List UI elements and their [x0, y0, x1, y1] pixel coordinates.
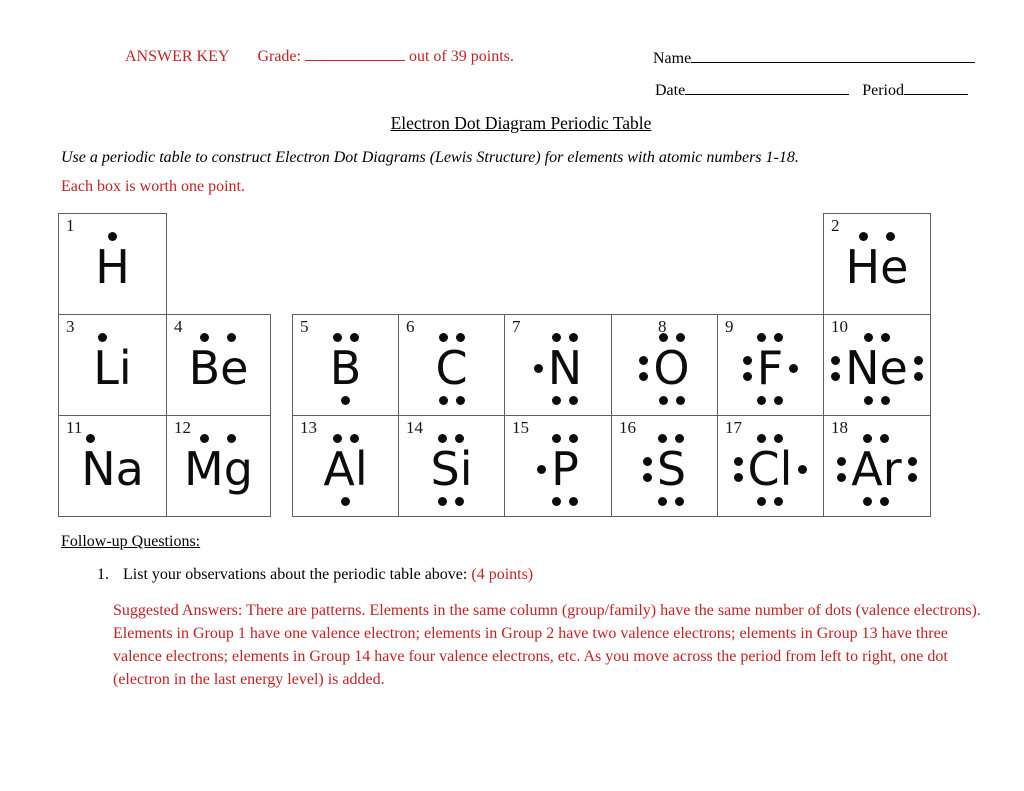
electron-dot — [534, 364, 543, 373]
lewis-structure — [95, 231, 130, 304]
electron-dot — [757, 497, 766, 506]
element-cell-O — [611, 314, 718, 416]
electron-dot — [734, 473, 743, 482]
electron-dot — [774, 396, 783, 405]
atomic-number: 13 — [300, 418, 317, 437]
element-symbol: Al — [323, 442, 368, 496]
element-cell-Si — [398, 415, 505, 517]
element-cell-Li — [58, 314, 167, 416]
atomic-number: 15 — [512, 418, 529, 437]
element-symbol: Na — [81, 442, 144, 496]
electron-dot — [831, 372, 840, 381]
element-cell-Cl — [717, 415, 824, 517]
element-symbol: Be — [188, 341, 249, 395]
atomic-number: 9 — [725, 317, 734, 336]
atomic-number: 5 — [300, 317, 309, 336]
element-symbol: Cl — [747, 442, 793, 496]
electron-dot — [880, 497, 889, 506]
answer-key-label: ANSWER KEY — [125, 48, 230, 65]
atomic-number: 7 — [512, 317, 521, 336]
electron-dot — [341, 497, 350, 506]
bottom-electron-dots — [107, 496, 117, 506]
electron-dot — [837, 473, 846, 482]
grade-points-suffix: out of 39 points. — [408, 48, 514, 65]
lewis-structure — [734, 433, 808, 506]
element-cell-He — [823, 213, 931, 315]
electron-dot — [774, 497, 783, 506]
instructions-points-note: Each box is worth one point. — [61, 178, 245, 195]
electron-dot — [537, 465, 546, 474]
lewis-structure — [831, 332, 923, 405]
atomic-number: 11 — [66, 418, 83, 437]
bottom-electron-dots — [757, 496, 783, 506]
atomic-number: 3 — [66, 317, 75, 336]
element-cell-H — [58, 213, 167, 315]
left-electron-dots — [734, 457, 743, 482]
atomic-number: 8 — [658, 317, 667, 336]
element-cell-P — [504, 415, 612, 517]
electron-dot — [743, 356, 752, 365]
element-symbol: Li — [93, 341, 132, 395]
electron-dot — [341, 396, 350, 405]
electron-dot — [639, 372, 648, 381]
lewis-structure — [431, 433, 473, 506]
atomic-number: 4 — [174, 317, 183, 336]
atomic-number: 6 — [406, 317, 415, 336]
date-label: Date — [655, 82, 686, 99]
bottom-electron-dots — [341, 496, 351, 506]
electron-dot — [643, 457, 652, 466]
suggested-answer-paragraph: Suggested Answers: There are patterns. Elements in the same column (group/family) have the same number of dots (valence electrons). Elements in Group 1 have one valence electron; elements in Group 2 have two valence electrons; elements in Group 13 have three valence electrons; elements in Group 14 have four valence electrons, etc. As you move across the period from left to right, one dot (electron in the last energy level) is added. — [113, 602, 981, 688]
electron-dot — [831, 356, 840, 365]
electron-dot — [789, 364, 798, 373]
atomic-number: 1 — [66, 216, 75, 235]
question-1 — [97, 566, 533, 584]
bottom-electron-dots — [658, 496, 684, 506]
left-electron-dots — [743, 356, 752, 381]
electron-dot — [658, 497, 667, 506]
lewis-structure — [330, 332, 362, 405]
element-cell-Be — [166, 314, 271, 416]
electron-dot — [914, 372, 923, 381]
element-cell-Ar — [823, 415, 931, 517]
atomic-number: 18 — [831, 418, 848, 437]
atomic-number: 2 — [831, 216, 840, 235]
name-label: Name — [653, 50, 692, 67]
right-electron-dots — [789, 364, 798, 373]
element-symbol: Mg — [184, 442, 253, 496]
lewis-structure — [837, 433, 916, 506]
element-cell-C — [398, 314, 505, 416]
electron-dot — [639, 356, 648, 365]
lewis-structure — [93, 332, 131, 405]
electron-dot — [908, 473, 917, 482]
electron-dot — [552, 396, 561, 405]
electron-dot — [798, 465, 807, 474]
electron-dot — [643, 473, 652, 482]
electron-dot — [734, 457, 743, 466]
element-cell-Ne — [823, 314, 931, 416]
bottom-electron-dots — [552, 496, 578, 506]
bottom-electron-dots — [439, 395, 465, 405]
bottom-electron-dots — [213, 395, 223, 405]
electron-dot — [455, 497, 464, 506]
electron-dot — [659, 396, 668, 405]
lewis-structure — [184, 433, 253, 506]
left-electron-dots — [837, 457, 846, 482]
left-electron-dots — [639, 356, 648, 381]
element-symbol: Ar — [851, 442, 902, 496]
element-symbol: O — [653, 341, 690, 395]
left-electron-dots — [643, 457, 652, 482]
element-cell-Na — [58, 415, 167, 517]
atomic-number: 10 — [831, 317, 848, 336]
bottom-electron-dots — [107, 395, 117, 405]
lewis-structure — [534, 332, 582, 405]
atomic-number: 14 — [406, 418, 423, 437]
electron-dot — [743, 372, 752, 381]
page-title: Electron Dot Diagram Periodic Table — [390, 113, 652, 133]
followup-heading-text: Follow-up Questions: — [61, 533, 201, 550]
atomic-number: 17 — [725, 418, 742, 437]
element-cell-F — [717, 314, 824, 416]
element-symbol: He — [845, 240, 909, 294]
element-symbol: H — [95, 240, 130, 294]
element-cell-N — [504, 314, 612, 416]
right-electron-dots — [914, 356, 923, 381]
electron-dot — [914, 356, 923, 365]
element-symbol: C — [435, 341, 468, 395]
element-symbol: F — [756, 341, 784, 395]
left-electron-dots — [831, 356, 840, 381]
bottom-electron-dots — [757, 395, 783, 405]
electron-dot — [864, 396, 873, 405]
element-symbol: N — [547, 341, 583, 395]
left-electron-dots — [534, 364, 543, 373]
electron-dot — [552, 497, 561, 506]
lewis-structure — [537, 433, 579, 506]
electron-dot — [881, 396, 890, 405]
element-cell-B — [292, 314, 399, 416]
bottom-electron-dots — [864, 395, 890, 405]
bottom-electron-dots — [438, 496, 464, 506]
grade-label: Grade: — [257, 48, 301, 65]
element-cell-Mg — [166, 415, 271, 517]
electron-dot — [908, 457, 917, 466]
right-electron-dots — [908, 457, 917, 482]
bottom-electron-dots — [872, 294, 882, 304]
element-symbol: B — [329, 341, 362, 395]
element-symbol: S — [656, 442, 687, 496]
atomic-number: 12 — [174, 418, 191, 437]
bottom-electron-dots — [108, 294, 118, 304]
instructions-italic: Use a periodic table to construct Electron Dot Diagrams (Lewis Structure) for elements with atomic numbers 1-18. — [61, 149, 799, 166]
bottom-electron-dots — [552, 395, 578, 405]
left-electron-dots — [537, 465, 546, 474]
element-symbol: Ne — [845, 341, 908, 395]
lewis-structure — [81, 433, 144, 506]
electron-dot — [863, 497, 872, 506]
lewis-structure — [323, 433, 367, 506]
electron-dot — [569, 497, 578, 506]
lewis-structure — [639, 332, 689, 405]
electron-dot — [676, 396, 685, 405]
period-label: Period — [862, 82, 904, 99]
question-1-text: List your observations about the periodic table above: — [123, 566, 468, 583]
bottom-electron-dots — [659, 395, 685, 405]
electron-dot — [757, 396, 766, 405]
right-electron-dots — [798, 465, 807, 474]
electron-dot — [837, 457, 846, 466]
element-cell-Al — [292, 415, 399, 517]
lewis-structure — [846, 231, 909, 304]
lewis-structure — [189, 332, 249, 405]
electron-dot — [675, 497, 684, 506]
lewis-structure — [435, 332, 467, 405]
electron-dot — [438, 497, 447, 506]
lewis-structure — [643, 433, 686, 506]
electron-dot — [569, 396, 578, 405]
electron-dot — [456, 396, 465, 405]
element-symbol: P — [551, 442, 579, 496]
element-cell-S — [611, 415, 718, 517]
followup-heading — [61, 533, 200, 551]
question-1-number: 1. — [97, 566, 109, 583]
question-1-points: (4 points) — [471, 566, 534, 583]
lewis-structure — [743, 332, 798, 405]
element-symbol: Si — [430, 442, 473, 496]
atomic-number: 16 — [619, 418, 636, 437]
electron-dot — [439, 396, 448, 405]
bottom-electron-dots — [341, 395, 351, 405]
bottom-electron-dots — [213, 496, 223, 506]
bottom-electron-dots — [863, 496, 889, 506]
